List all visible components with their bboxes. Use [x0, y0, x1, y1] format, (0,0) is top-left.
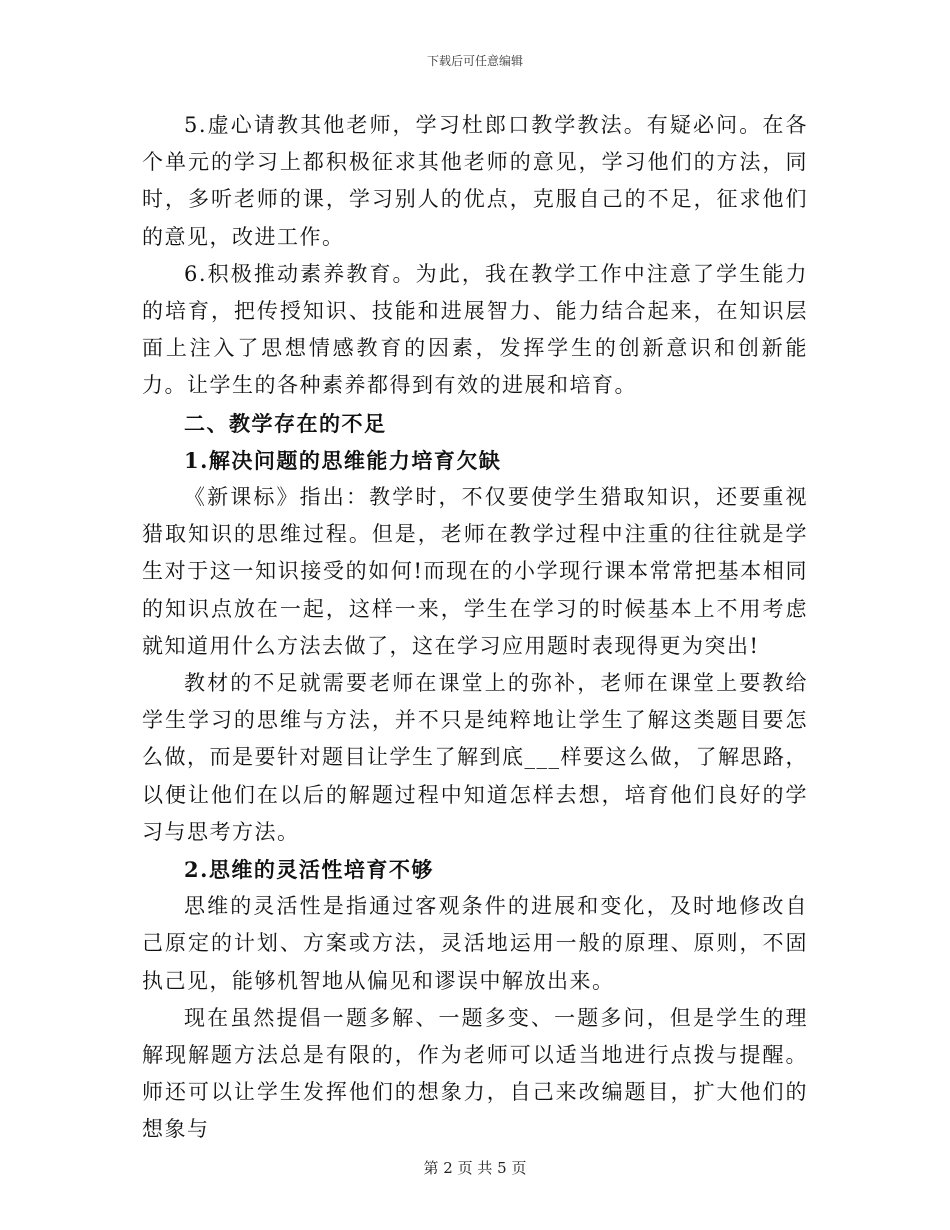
paragraph-new-curriculum: 《新课标》指出：教学时，不仅要使学生猎取知识，还要重视猎取知识的思维过程。但是，老师在教学过程中注重的往往就是学生对于这一知识接受的如何!而现在的小学现行课本常常把基本相同的知识点放在一起，这样一来，学生在学习的时候基本上不用考虑就知道用什么方法去做了，这在学习应用题时表现得更为突出! — [142, 485, 808, 658]
subsection-heading-1: 1.解决问题的思维能力培育欠缺 — [184, 447, 502, 473]
page-header: 下载后可任意编辑 — [426, 54, 523, 68]
section-heading: 二、教学存在的不足 — [184, 410, 387, 436]
paragraph-item-5: 5.虚心请教其他老师，学习杜郎口教学教法。有疑必问。在各个单元的学习上都积极征求其他老师的意见，学习他们的方法，同时，多听老师的课，学习别人的优点，克服自己的不足，征求他们的意见，改进工作。 — [142, 113, 808, 249]
page-footer: 第 2 页 共 5 页 — [423, 1159, 527, 1177]
subsection-heading-2: 2.思维的灵活性培育不够 — [184, 857, 434, 883]
document-body — [142, 107, 808, 1149]
paragraph-flexibility-definition: 思维的灵活性是指通过客观条件的进展和变化，及时地修改自己原定的计划、方案或方法，灵活地运用一般的原理、原则，不固执己见，能够机智地从偏见和谬误中解放出来。 — [142, 894, 808, 993]
paragraph-multiple-solutions: 现在虽然提倡一题多解、一题多变、一题多问，但是学生的理解现解题方法总是有限的，作为老师可以适当地进行点拨与提醒。师还可以让学生发挥他们的想象力，自己来改编题目，扩大他们的想象与 — [142, 1005, 808, 1142]
paragraph-textbook-shortcomings: 教材的不足就需要老师在课堂上的弥补，老师在课堂上要教给学生学习的思维与方法，并不只是纯粹地让学生了解这类题目要怎么做，而是要针对题目让学生了解到底___样要这么做，了解思路，以便让他们在以后的解题过程中知道怎样去想，培育他们良好的学习与思考方法。 — [142, 671, 808, 844]
paragraph-item-6: 6.积极推动素养教育。为此，我在教学工作中注意了学生能力的培育，把传授知识、技能和进展智力、能力结合起来，在知识层面上注入了思想情感教育的因素，发挥学生的创新意识和创新能力。让学生的各种素养都得到有效的进展和培育。 — [142, 261, 808, 398]
